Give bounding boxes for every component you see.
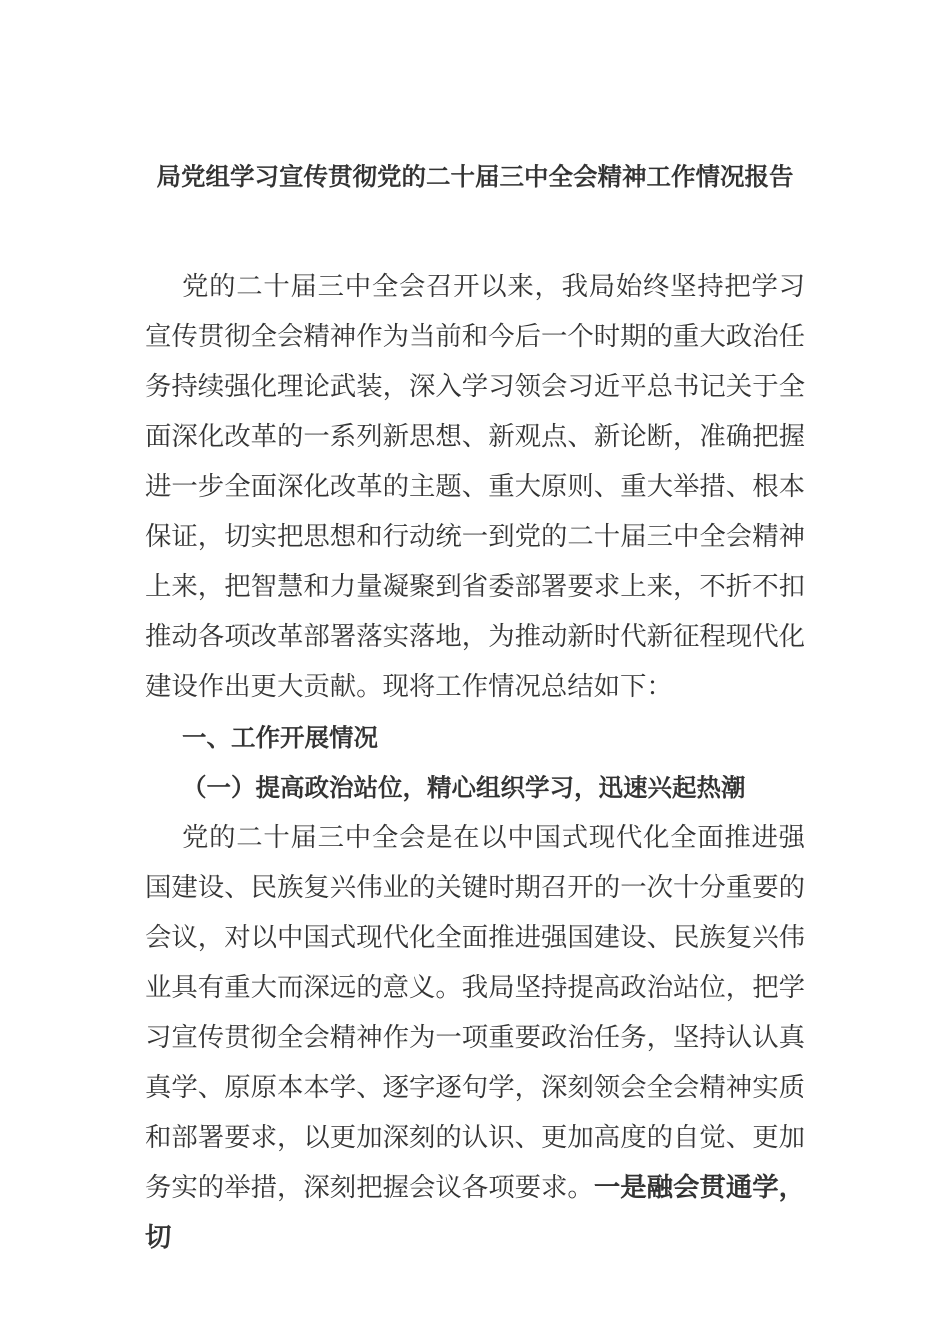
subsection-heading: （一）提高政治站位，精心组织学习，迅速兴起热潮 [182,773,746,802]
document-title: 局党组学习宣传贯彻党的二十届三中全会精神工作情况报告 [156,162,794,191]
subsection-paragraph [145,813,805,1263]
subsection-paragraph-bold-lead: 一是融会贯通学，切 [145,1172,806,1253]
intro-paragraph: 党的二十届三中全会召开以来，我局始终坚持把学习宣传贯彻全会精神作为当前和今后一个时期的重大政治任务持续强化理论武装，深入学习领会习近平总书记关于全面深化改革的一系列新思想、新观点、新论断，准确把握进一步全面深化改革的主题、重大原则、重大举措、根本保证，切实把思想和行动统一到党的二十届三中全会精神上来，把智慧和力量凝聚到省委部署要求上来，不折不扣推动各项改革部署落实落地，为推动新时代新征程现代化建设作出更大贡献。现将工作情况总结如下： [145,271,805,702]
subsection-paragraph-text: 党的二十届三中全会是在以中国式现代化全面推进强国建设、民族复兴伟业的关键时期召开的一次十分重要的会议，对以中国式现代化全面推进强国建设、民族复兴伟业具有重大而深远的意义。我局坚持提高政治站位，把学习宣传贯彻全会精神作为一项重要政治任务，坚持认认真真学、原原本本学、逐字逐句学，深刻领会全会精神实质和部署要求，以更加深刻的认识、更加高度的自觉、更加务实的举措，深刻把握会议各项要求。 [145,822,805,1203]
section-heading: 一、工作开展情况 [182,723,378,752]
